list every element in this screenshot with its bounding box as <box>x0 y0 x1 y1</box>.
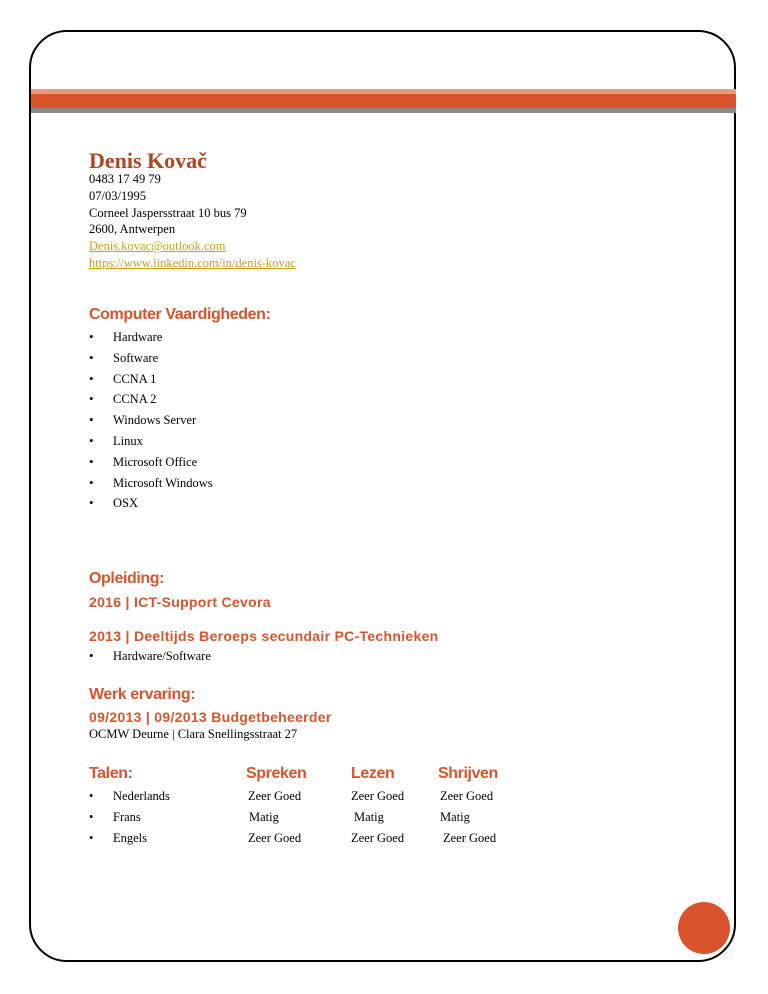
skills-list <box>89 327 213 514</box>
work-entry: 09/2013 | 09/2013 Budgetbeheerder <box>89 709 332 725</box>
language-row <box>89 810 589 830</box>
birthdate: 07/03/1995 <box>89 188 146 203</box>
language-name: Nederlands <box>113 789 170 803</box>
list-item: • CCNA 1 <box>89 369 213 390</box>
language-write: Matig <box>440 810 470 824</box>
street-address: Corneel Jaspersstraat 10 bus 79 <box>89 205 247 220</box>
language-speak: Matig <box>249 810 279 824</box>
languages-col-speak: Spreken <box>246 765 307 782</box>
language-row <box>89 831 589 851</box>
list-item: • Linux <box>89 431 213 452</box>
email-link[interactable]: Denis.kovac@outlook.com <box>89 239 226 254</box>
languages-col-read: Lezen <box>351 765 395 782</box>
decorative-circle <box>678 902 730 954</box>
language-write: Zeer Goed <box>440 789 494 803</box>
education-entry-1: 2016 | ICT-Support Cevora <box>89 594 271 610</box>
list-item: • Software <box>89 348 213 369</box>
linkedin-link[interactable]: https://www.linkedin.com/in/denis-kovac <box>89 255 296 270</box>
list-item: • Microsoft Office <box>89 452 213 473</box>
list-item: • OSX <box>89 493 213 514</box>
education-heading: Opleiding: <box>89 570 165 587</box>
language-row <box>89 789 589 809</box>
list-item: • Hardware/Software <box>89 646 211 667</box>
languages-heading: Talen: <box>89 765 133 782</box>
language-read: Zeer Goed <box>351 789 405 803</box>
bullet: • <box>89 789 94 803</box>
contact-block <box>89 171 296 272</box>
language-name: Frans <box>113 810 141 824</box>
work-detail: OCMW Deurne | Clara Snellingsstraat 27 <box>89 727 298 741</box>
list-item: • CCNA 2 <box>89 389 213 410</box>
language-read: Zeer Goed <box>351 831 405 845</box>
bullet: • <box>89 810 94 824</box>
language-name: Engels <box>113 831 148 845</box>
phone-number: 0483 17 49 79 <box>89 172 161 186</box>
language-speak: Zeer Goed <box>248 789 302 803</box>
skills-heading: Computer Vaardigheden: <box>89 306 271 323</box>
work-heading: Werk ervaring: <box>89 686 196 703</box>
list-item: • Hardware <box>89 327 213 348</box>
languages-col-write: Shrijven <box>438 765 498 782</box>
language-read: Matig <box>354 810 384 824</box>
list-item: • Windows Server <box>89 410 213 431</box>
education-entry-2-list <box>89 646 211 667</box>
header-band-gray <box>31 108 736 113</box>
bullet: • <box>89 831 94 845</box>
education-entry-2: 2013 | Deeltijds Beroeps secundair PC-Technieken <box>89 628 439 644</box>
header-band-accent <box>31 94 736 108</box>
language-speak: Zeer Goed <box>248 831 302 845</box>
person-name: Denis Kovač <box>89 148 207 173</box>
list-item: • Microsoft Windows <box>89 473 213 494</box>
city: 2600, Antwerpen <box>89 222 176 237</box>
language-write: Zeer Goed <box>443 831 497 845</box>
